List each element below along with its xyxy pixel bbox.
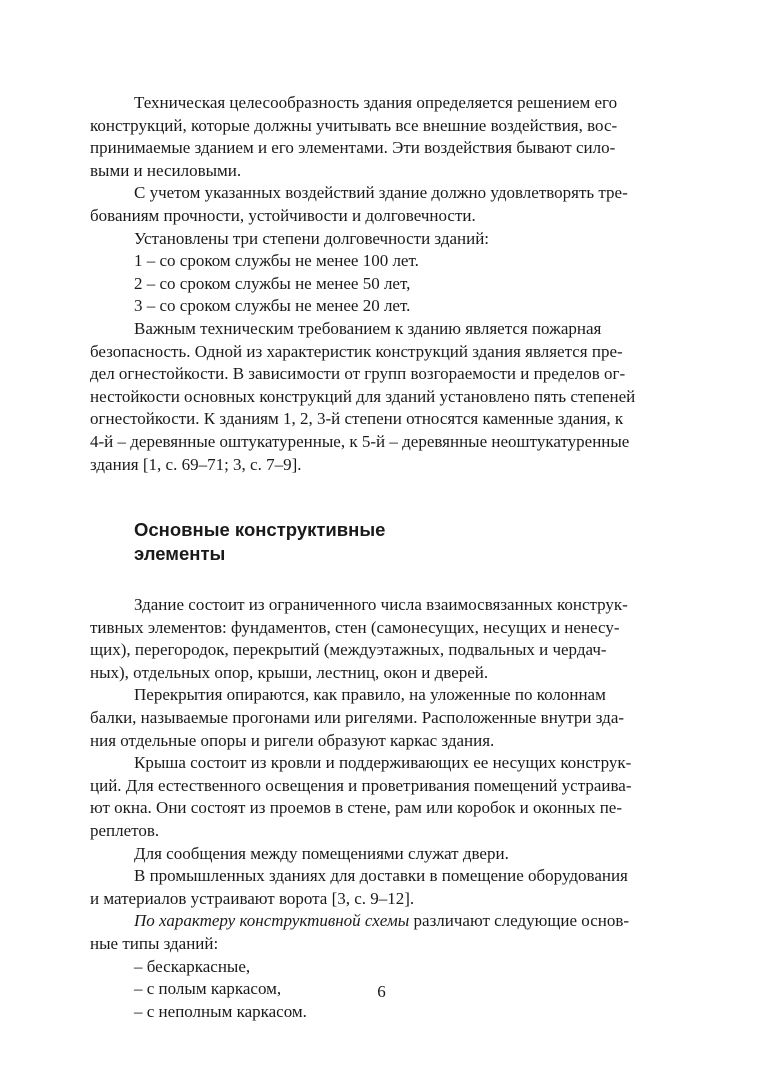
- paragraph-doors: Для сообщения между помещениями служат двери.: [134, 843, 509, 863]
- paragraph-requirements: С учетом указанных воздействий здание должно удовлетворять тре- бованиям прочности, устойчивости и долговечности.: [90, 183, 628, 225]
- paragraph-durability-intro: Установлены три степени долговечности зданий:: [134, 228, 490, 248]
- paragraph-structural-elements: Здание состоит из ограниченного числа взаимосвязанных конструк- тивных элементов: фундаментов, стен (самонесущих, несущих и ненесу- щих), перегородок, перекрытий (междуэтажных, подвальных и чердач- ных), отдельных опор, крыши, лестниц, окон и дверей.: [90, 595, 628, 682]
- paragraph-fire-safety: Важным техническим требованием к зданию является пожарная безопасность. Одной из характеристик конструкций здания является пре- дел огнестойкости. В зависимости от групп возгораемости и пределов ог- нестойкости основных конструкций для зданий установлено пять степеней огнестойкости. К зданиям 1, 2, 3-й степени относятся каменные здания, к 4-й – деревянные оштукатуренные, к 5-й – деревянные неоштукатуренные здания [1, с. 69–71; 3, с. 7–9].: [90, 318, 636, 474]
- paragraph-floors: Перекрытия опираются, как правило, на уложенные по колоннам балки, называемые прогонами или ригелями. Расположенные внутри зда- ния отдельные опоры и ригели образуют каркас здания.: [90, 685, 625, 750]
- paragraph-technical-feasibility: Техническая целесообразность здания определяется решением его конструкций, которые должны учитывать все внешние воздействия, вос- принимаемые зданием и его элементами. Эти воздействия бывают сило- выми и несиловыми.: [90, 93, 618, 180]
- list-item: – бескаркасные,: [134, 956, 251, 976]
- paragraph-roof: Крыша состоит из кровли и поддерживающих ее несущих конструк- ций. Для естественного освещения и проветривания помещений устраива- ют окна. Они состоят из проемов в стене, рам или коробок и оконных пе- реплетов.: [90, 753, 632, 841]
- list-item: – с полым каркасом,: [134, 979, 282, 999]
- list-item: 2 – со сроком службы не менее 50 лет,: [134, 273, 411, 293]
- paragraph-scheme-types: [90, 910, 672, 955]
- section-heading: Основные конструктивные элементы: [134, 519, 386, 565]
- paragraph-scheme-text: различают следующие основ- ные типы зданий:: [90, 911, 630, 953]
- list-item: – с неполным каркасом.: [134, 1001, 307, 1021]
- page-number: 6: [377, 982, 386, 1001]
- document-page: [90, 92, 672, 1023]
- italic-term: По характеру конструктивной схемы: [134, 911, 410, 931]
- durability-list: [90, 250, 672, 318]
- paragraph-gates: В промышленных зданиях для доставки в помещение оборудования и материалов устраивают ворота [3, с. 9–12].: [90, 866, 628, 908]
- list-item: 3 – со сроком службы не менее 20 лет.: [134, 296, 411, 316]
- list-item: 1 – со сроком службы не менее 100 лет.: [134, 251, 419, 271]
